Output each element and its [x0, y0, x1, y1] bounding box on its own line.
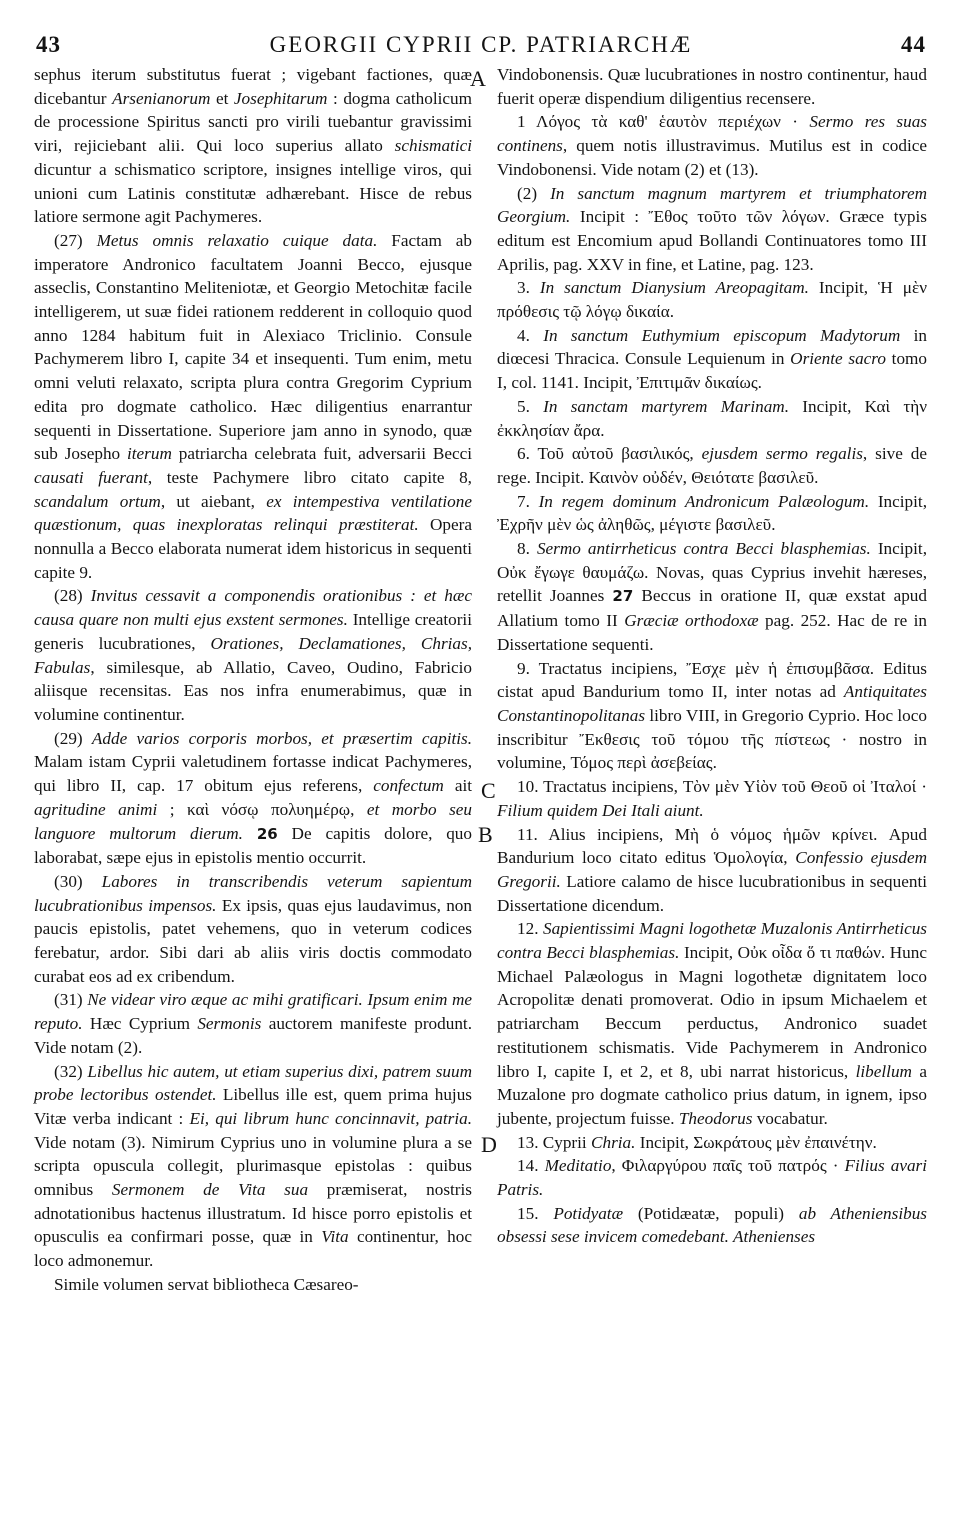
right_column-paragraph: 10. Tractatus incipiens, Τὸν μὲν Υἱὸν τοῦ Θεοῦ οἱ Ἰταλοί · Filium quidem Dei Itali aiunt. [497, 777, 927, 820]
right_column-paragraph: (2) In sanctum magnum martyrem et triumphatorem Georgium. Incipit : Ἔθος τοῦτο τῶν λόγων. Græce typis editum est Encomium apud Bollandi Continuatores tomo III Aprilis, pag. XXV in fine, et Latine, pag. 123. [497, 183, 927, 274]
margin-letter-c: C [481, 778, 496, 803]
left_column-paragraph: (29) Adde varios corporis morbos, et præsertim capitis. Malam istam Cyprii valetudinem fortasse indicat Pachymeres, qui libro II, cap. 17 obitum ejus referens, confectum ait agritudine animi ; καὶ νόσῳ πολυημέρῳ, et morbo seu languore multorum dierum. 26 De capitis dolore, quo laborabat, sæpe ejus in epistolis mentio occurrit. [34, 728, 472, 868]
left_column-paragraph: sephus iterum substitutus fuerat ; vigebant factiones, quæ dicebantur Arsenianorum et Josephitarum : dogma catholicum de processione Spiritus sancti pro virili tuebantur gravissimi viri, rejiciebant alii. Qui loco superius allato schismatici dicuntur a schismatico scriptore, insignes intellige viros, qui unioni cum Latinis constitutæ adhærebant. Hisce de rebus latiore sermone agit Pachymeres. [34, 65, 472, 227]
right_column-paragraph: 4. In sanctum Euthymium episcopum Madytorum in diœcesi Thracica. Consule Lequienum in Oriente sacro tomo I, col. 1141. Incipit, Ἐπιτιμᾶν δικαίως. [497, 325, 928, 393]
margin-letter-a: A [470, 66, 486, 91]
right-column [497, 63, 927, 1249]
right_column-paragraph: 1 Λόγος τὰ καθ' ἑαυτὸν περιέχων · Sermo res suas continens, quem notis illustravimus. Mutilus est in codice Vindobonensi. Vide notam (2) et (13). [497, 112, 927, 179]
right_column-paragraph: 8. Sermo antirrheticus contra Becci blasphemias. Incipit, Οὐκ ἔγωγε θαυμάζω. Novas, quas Cyprius invehit hæreses, retellit Joannes 27 Beccus in oratione II, quæ exstat apud Allatium tomo II Græciæ orthodoxæ pag. 252. Hac de re in Dissertatione sequenti. [497, 539, 927, 654]
left-column [34, 63, 472, 1297]
right_column-paragraph: 15. Potidyatæ (Potidæatæ, populi) ab Atheniensibus obsessi sese invicem comedebant. Athenienses [497, 1203, 927, 1247]
right_column-paragraph: 12. Sapientissimi Magni logothetæ Muzalonis Antirrheticus contra Becci blasphemias. Incipit, Οὐκ οἶδα ὅ τι παθών. Hunc Michael Palæologus in Magni logothetæ dignitatem loco Acropolitæ denati promoverat. Odio in ipsum Michaelem et patriarcham Beccum perductus, Andronico suadet restitutionem schismatis. Vide Pachymerem in Andronico libro I, capite I, et 2, et 8, ubi narrat historicus, libellum a Muzalone pro dogmate catholico prius datum, in ignem, ipso jubente, projectum fuisse. Theodorus vocabatur. [497, 919, 927, 1128]
right_column-paragraph: 11. Alius incipiens, Μὴ ὁ νόμος ἡμῶν κρίνει. Apud Bandurium loco citato editus Ὁμολογία, Confessio ejusdem Gregorii. Latiore calamo de hisce lucubrationibus in sequenti Dissertatione dicendum. [497, 824, 928, 915]
margin-letter-d: D [481, 1132, 497, 1157]
right_column-paragraph: 5. In sanctam martyrem Marinam. Incipit, Καὶ τὴν ἐκκλησίαν ἄρα. [497, 396, 928, 440]
page-number-right: 44 [901, 32, 926, 57]
page-header [36, 32, 926, 66]
left_column-paragraph: (28) Invitus cessavit a componendis orationibus : et hæc causa quare non multi ejus exstent sermones. Intellige creatorii generis lucubrationes, Orationes, Declamationes, Chrias, Fabulas, similesque, ab Allatio, Caveo, Oudino, Fabricio aliisque recensitas. Eas nos infra enumerabimus, quæ in volumine continentur. [34, 586, 472, 724]
left_column-paragraph: (32) Libellus hic autem, ut etiam superius dixi, patrem suum probe lectoribus ostendet. Libellus ille est, quem prima hujus Vitæ verba indicant : Ei, qui librum hunc concinnavit, patria. Vide notam (3). Nimirum Cyprius uno in volumine plura a se scripta opuscula collegit, plurimasque epistolas : quibus omnibus Sermonem de Vita sua præmiserat, nostris adnotationibus hactenus illustratum. Id hisce porro epistolis et opusculis ea confirmari posse, quæ in Vita continentur, hoc loco admonemur. [34, 1061, 473, 1271]
right_column-paragraph: 13. Cyprii Chria. Incipit, Σωκράτους μὲν ἐπαινέτην. [517, 1132, 877, 1152]
right_column-paragraph: 3. In sanctum Dianysium Areopagitam. Incipit, Ἡ μὲν πρόθεσις τῷ λόγῳ δικαία. [497, 278, 927, 322]
left_column-paragraph: (27) Metus omnis relaxatio cuique data. Factam ab imperatore Andronico facultatem Joanni Becco, ejusque asseclis, Constantino Meliteniotæ, et Georgio Metochitæ facile intelligerem, ut suæ fidei rationem redderent in colloquio quod anno 1284 habitum fuit in Alexiaco Triclinio. Consule Pachymerem libro I, capite 34 et insequenti. Tum enim, metu omni veluti relaxato, scripta plura contra Gregorim Cyprium edita pro dogmate catholico. Hæc diligentius enarrantur sequenti in Dissertatione. Superiore jam anno in synodo, quæ sub Josepho iterum patriarcha celebrata fuit, adversarii Becci causati fuerant, teste Pachymere libro citato capite 8, scandalum ortum, ut aiebant, ex intempestiva ventilatione quæstionum, quas inexploratas relinqui præstiterat. Opera nonnulla a Becco elaborata numerat idem historicus in sequenti capite 9. [34, 230, 473, 582]
right_column-paragraph: 9. Tractatus incipiens, Ἔσχε μὲν ἡ ἐπισυμβᾶσα. Editus cistat apud Bandurium tomo II, inter notas ad Antiquitates Constantinopolitanas libro VIII, in Gregorio Cyprio. Hoc loco inscribitur Ἔκθεσις τοῦ τόμου τῆς πίστεως · nostro in volumine, Τόμος περὶ ἀσεβείας. [497, 658, 927, 773]
running-title: GEORGII CYPRII CP. PATRIARCHÆ [269, 32, 693, 57]
right_column-paragraph: Vindobonensis. Quæ lucubrationes in nostro continentur, haud fuerit operæ dispendium diligentius recensere. [497, 65, 927, 108]
right_column-paragraph: 7. In regem dominum Andronicum Palæologum. Incipit, Ἐχρῆν μὲν ὡς ἀληθῶς, μέγιστε βασιλεῦ. [497, 491, 927, 535]
margin-letter-b: B [478, 822, 493, 847]
page-number-left: 43 [36, 32, 61, 57]
left_column-paragraph: (30) Labores in transcribendis veterum sapientum lucubrationibus impensos. Ex ipsis, quas ejus laudavimus, non paucis epistolis, patet vehemens, quo in veterum codices ferebatur, ardor. Sibi dari ab aliis viris doctis commodato curabat eos ad ex cribendum. [34, 871, 472, 986]
right_column-paragraph: 14. Meditatio, Φιλαργύρου παῖς τοῦ πατρός · Filius avari Patris. [497, 1156, 928, 1200]
left_column-paragraph: (31) Ne videar viro æque ac mihi gratificari. Ipsum enim me reputo. Hæc Cyprium Sermonis auctorem manifeste produnt. Vide notam (2). [34, 990, 472, 1057]
right_column-paragraph: 6. Τοῦ αὐτοῦ βασιλικός, ejusdem sermo regalis, sive de rege. Incipit. Καινὸν οὐδέν, Θειότατε βασιλεῦ. [497, 444, 927, 487]
left_column-paragraph: Simile volumen servat bibliotheca Cæsareo- [54, 1274, 359, 1294]
